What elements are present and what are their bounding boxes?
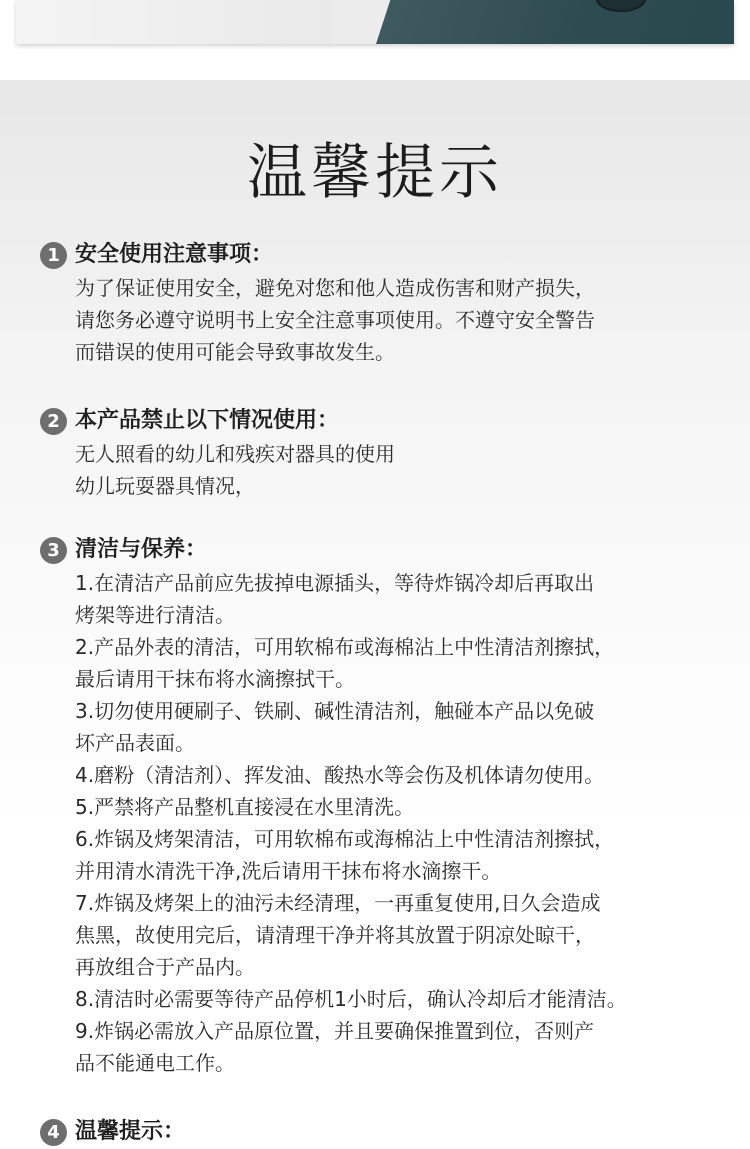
tip-line: 幼儿玩耍器具情况， [75, 474, 255, 498]
tip-item-warm-tips [40, 1115, 720, 1149]
tip-line: 而错误的使用可能会导致事故发生。 [75, 340, 395, 364]
tip-line: 8.清洁时必需要等待产品停机1小时后，确认冷却后才能清洁。 [75, 987, 627, 1011]
number-badge-icon: 4 [40, 1119, 67, 1146]
number-badge-icon: 2 [40, 408, 67, 435]
tip-line: 5.严禁将产品整机直接浸在水里清洗。 [75, 795, 415, 819]
tip-line: 7.炸锅及烤架上的油污未经清理，一再重复使用,日久会造成 [75, 891, 601, 915]
tip-line: 焦黑，故使用完后，请清理干净并将其放置于阴凉处晾干， [75, 923, 595, 947]
product-photo-light-panel [16, 0, 332, 44]
product-photo-dark-panel [376, 0, 734, 44]
tip-item-body [75, 438, 720, 502]
tip-item-body [75, 567, 720, 1079]
number-badge-icon: 3 [40, 537, 67, 564]
tip-item-title: 清洁与保养： [75, 537, 208, 562]
tip-item-title: 温馨提示： [75, 1119, 186, 1144]
tip-line: 并用清水清洗干净,洗后请用干抹布将水滴擦干。 [75, 859, 502, 883]
tip-item-body [75, 272, 720, 368]
tip-line: 无人照看的幼儿和残疾对器具的使用 [75, 442, 395, 466]
tip-item-heading [40, 1115, 720, 1149]
tip-item-title: 安全使用注意事项： [75, 242, 274, 267]
tip-line: 烤架等进行清洁。 [75, 603, 235, 627]
product-photo-card [16, 0, 734, 44]
tip-line: 1.在清洁产品前应先拔掉电源插头，等待炸锅冷却后再取出 [75, 571, 595, 595]
number-badge-icon: 1 [40, 242, 67, 269]
tip-item-heading [40, 238, 720, 272]
tip-line: 2.产品外表的清洁，可用软棉布或海棉沾上中性清洁剂擦拭， [75, 635, 615, 659]
tip-line: 请您务必遵守说明书上安全注意事项使用。不遵守安全警告 [75, 308, 595, 332]
tip-item-heading [40, 404, 720, 438]
tip-line: 9.炸锅必需放入产品原位置，并且要确保推置到位，否则产 [75, 1019, 595, 1043]
tip-line: 再放组合于产品内。 [75, 955, 255, 979]
tip-item-heading [40, 533, 720, 567]
tip-item-prohibited-use [40, 404, 720, 502]
tip-line: 6.炸锅及烤架清洁，可用软棉布或海棉沾上中性清洁剂擦拭， [75, 827, 615, 851]
tip-line: 品不能通电工作。 [75, 1051, 235, 1075]
tip-line: 4.磨粉（清洁剂）、挥发油、酸热水等会伤及机体请勿使用。 [75, 763, 605, 787]
tip-item-title: 本产品禁止以下情况使用： [75, 408, 340, 433]
warm-tips-section [0, 80, 750, 1144]
tip-line: 最后请用干抹布将水滴擦拭干。 [75, 667, 355, 691]
tip-line: 坏产品表面。 [75, 731, 195, 755]
tip-item-cleaning [40, 533, 720, 1079]
tip-item-safety [40, 238, 720, 368]
product-image-strip [0, 0, 750, 80]
tip-line: 为了保证使用安全，避免对您和他人造成伤害和财产损失， [75, 276, 595, 300]
page-title: 温馨提示 [247, 138, 503, 208]
tip-line: 3.切勿使用硬刷子、铁刷、碱性清洁剂，触碰本产品以免破 [75, 699, 595, 723]
